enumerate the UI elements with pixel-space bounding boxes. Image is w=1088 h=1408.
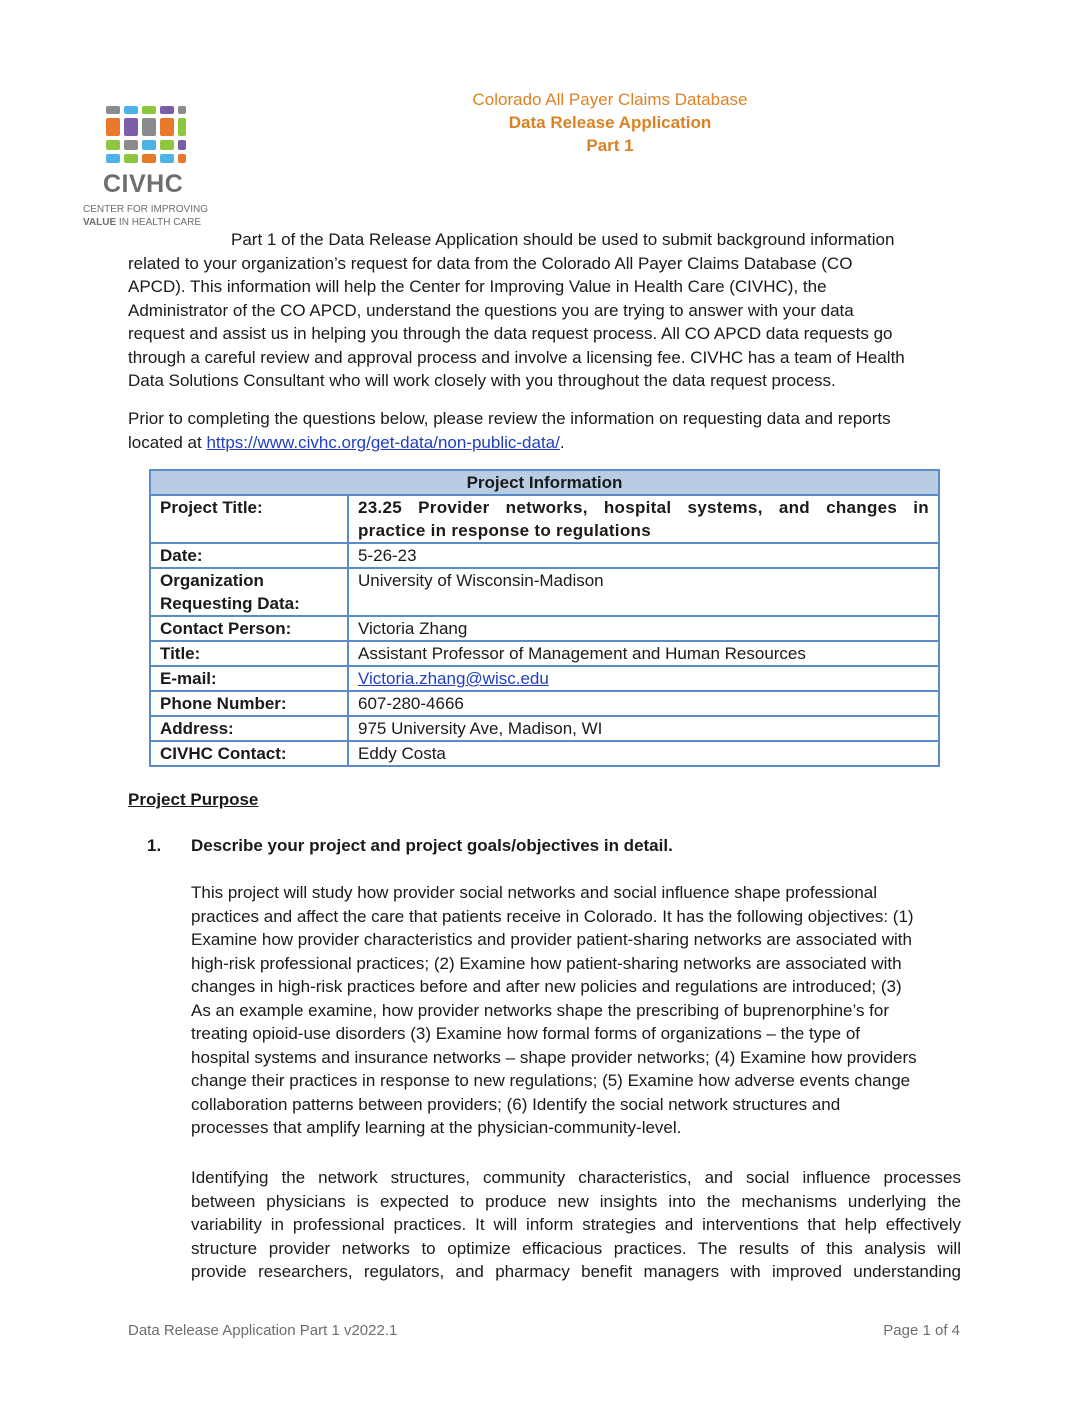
table-row-date bbox=[150, 543, 939, 568]
paragraph-line: As an example examine, how provider networks shape the prescribing of buprenorphine’s for bbox=[191, 1000, 890, 1020]
intro-line: request and assist us in helping you through the data request process. All CO APCD data requests go bbox=[128, 324, 893, 343]
intro-line: through a careful review and approval process and involve a licensing fee. CIVHC has a team of Health bbox=[128, 347, 905, 367]
intro-line: Data Solutions Consultant who will work closely with you throughout the data request process. bbox=[128, 371, 836, 390]
row-value: 607-280-4666 bbox=[348, 691, 939, 716]
table-row-phone bbox=[150, 691, 939, 716]
prior-paragraph bbox=[128, 407, 943, 454]
logo-mosaic-icon bbox=[106, 106, 186, 166]
question-number: 1. bbox=[147, 836, 162, 855]
row-value: Assistant Professor of Management and Human Resources bbox=[348, 641, 939, 666]
paragraph-line: Examine how provider characteristics and provider patient-sharing networks are associated with bbox=[191, 930, 912, 949]
row-value: 5-26-23 bbox=[348, 543, 939, 568]
paragraph-line: hospital systems and insurance networks – shape provider networks; (4) Examine how providers bbox=[191, 1047, 917, 1067]
row-label: Phone Number: bbox=[150, 691, 348, 716]
logo-wordmark: CIVHC bbox=[103, 170, 184, 198]
table-row-contact-person bbox=[150, 616, 939, 641]
intro-line: related to your organization’s request for data from the Colorado All Payer Claims Database (CO bbox=[128, 253, 853, 273]
paragraph-line: processes that amplify learning at the physician-community-level. bbox=[191, 1118, 682, 1137]
row-value: University of Wisconsin-Madison bbox=[348, 568, 939, 616]
intro-paragraph bbox=[128, 228, 943, 393]
row-label: Organization Requesting Data: bbox=[150, 568, 348, 616]
footer-version: Data Release Application Part 1 v2022.1 bbox=[128, 1322, 398, 1339]
table-row-civhc-contact bbox=[150, 741, 939, 766]
intro-line: Part 1 of the Data Release Application should be used to submit background information bbox=[231, 230, 895, 249]
row-label: Date: bbox=[150, 543, 348, 568]
paragraph-line: treating opioid-use disorders (3) Examine how formal forms of organizations – the type of bbox=[191, 1024, 860, 1043]
row-value: 23.25 Provider networks, hospital systems, and changes in practice in response to regulations bbox=[348, 495, 939, 543]
prior-line-2: located at https://www.civhc.org/get-data/non-public-data/. bbox=[128, 432, 565, 452]
prior-line-1: Prior to completing the questions below, please review the information on requesting data and reports bbox=[128, 409, 891, 428]
logo-tagline-2: VALUE IN HEALTH CARE bbox=[83, 217, 201, 228]
project-information-table bbox=[149, 469, 940, 767]
paragraph-line: structure provider networks to optimize efficacious practices. The results of this analysis will bbox=[191, 1238, 961, 1258]
paragraph-line: This project will study how provider social networks and social influence shape professional bbox=[191, 883, 878, 902]
question-1 bbox=[147, 836, 673, 856]
row-label: Title: bbox=[150, 641, 348, 666]
row-label: Address: bbox=[150, 716, 348, 741]
intro-line: Administrator of the CO APCD, understand the questions you are trying to answer with your data bbox=[128, 300, 854, 320]
row-value bbox=[348, 666, 939, 691]
row-value: 975 University Ave, Madison, WI bbox=[348, 716, 939, 741]
paragraph-line: high-risk professional practices; (2) Examine how patient-sharing networks are associated with bbox=[191, 953, 902, 973]
paragraph-line: between physicians is expected to produce new insights into the mechanisms underlying the bbox=[191, 1191, 961, 1211]
paragraph-line: provide researchers, regulators, and pharmacy benefit managers with improved understanding bbox=[191, 1262, 961, 1281]
answer-paragraph-2 bbox=[191, 1166, 961, 1284]
row-label: CIVHC Contact: bbox=[150, 741, 348, 766]
project-purpose-heading: Project Purpose bbox=[128, 790, 259, 809]
row-value: Eddy Costa bbox=[348, 741, 939, 766]
paragraph-line: practices and affect the care that patients receive in Colorado. It has the following objectives: (1) bbox=[191, 906, 914, 926]
logo-tagline-1: CENTER FOR IMPROVING bbox=[83, 204, 209, 215]
paragraph-line: Identifying the network structures, community characteristics, and social influence processes bbox=[191, 1168, 961, 1187]
footer-page-number: Page 1 of 4 bbox=[883, 1322, 960, 1339]
table-row-address bbox=[150, 716, 939, 741]
row-label: E-mail: bbox=[150, 666, 348, 691]
header-document-title: Data Release Application bbox=[508, 113, 712, 132]
table-row-project-title bbox=[150, 495, 939, 543]
row-value: Victoria Zhang bbox=[348, 616, 939, 641]
header-part: Part 1 bbox=[586, 136, 634, 155]
paragraph-line: collaboration patterns between providers; (6) Identify the social network structures and bbox=[191, 1094, 841, 1114]
paragraph-line: change their practices in response to new regulations; (5) Examine how adverse events change bbox=[191, 1071, 911, 1090]
paragraph-line: variability in professional practices. It will inform strategies and interventions that help effectively bbox=[191, 1215, 961, 1234]
email-link[interactable]: Victoria.zhang@wisc.edu bbox=[358, 669, 549, 688]
paragraph-line: changes in high-risk practices before and after new policies and regulations are introduced; (3) bbox=[191, 977, 902, 996]
question-text: Describe your project and project goals/objectives in detail. bbox=[191, 836, 673, 855]
row-label: Project Title: bbox=[150, 495, 348, 543]
answer-paragraph-1 bbox=[191, 881, 961, 1140]
intro-line: APCD). This information will help the Center for Improving Value in Health Care (CIVHC), the bbox=[128, 277, 827, 296]
table-heading: Project Information bbox=[150, 470, 939, 495]
table-row-title bbox=[150, 641, 939, 666]
header-database-name: Colorado All Payer Claims Database bbox=[472, 90, 748, 109]
table-row-organization bbox=[150, 568, 939, 616]
non-public-data-link[interactable]: https://www.civhc.org/get-data/non-public-data/ bbox=[206, 432, 560, 452]
row-label: Contact Person: bbox=[150, 616, 348, 641]
table-row-email bbox=[150, 666, 939, 691]
